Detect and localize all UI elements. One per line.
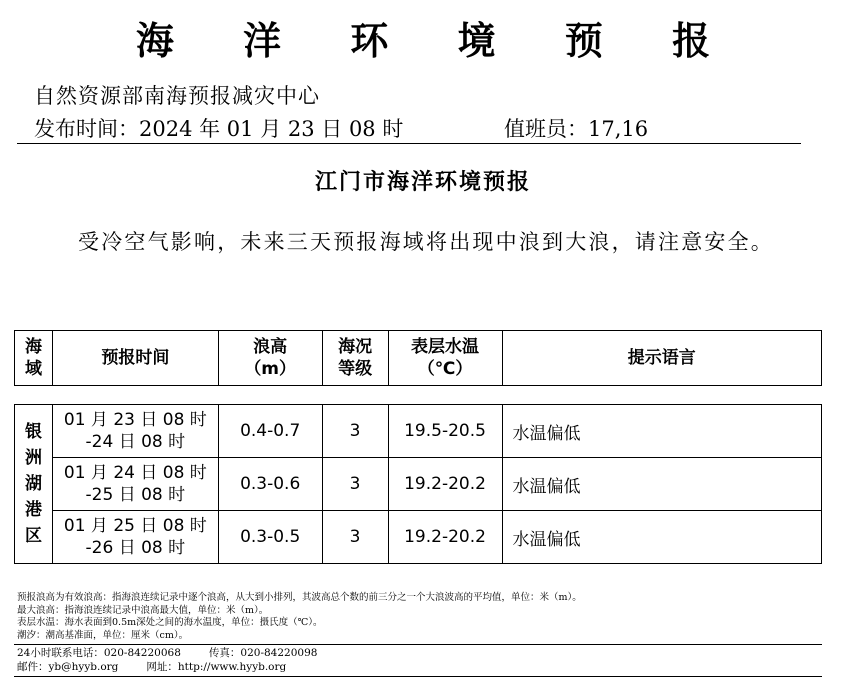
footer-divider-bottom — [14, 676, 822, 677]
sea-state-level: 3 — [322, 458, 388, 511]
tip-text: 水温偏低 — [502, 458, 822, 511]
header-divider — [17, 143, 801, 144]
footnote-temp: 表层水温：海水表面到0.5m深处之间的海水温度，单位：摄氏度（℃）。 — [17, 617, 323, 628]
header-temp: 表层水温（℃） — [388, 331, 502, 386]
fax: 传真：020-84220098 — [208, 647, 318, 659]
publish-time: 发布时间：2024 年 01 月 23 日 08 时 — [34, 117, 404, 141]
footnote-max-wave: 最大浪高：指海浪连续记录中浪高最大值，单位：米（m）。 — [17, 604, 269, 616]
header-wave: 浪高（m） — [218, 331, 322, 386]
tip-text: 水温偏低 — [502, 511, 822, 564]
surface-temp: 19.5-20.5 — [388, 405, 502, 458]
forecast-table — [14, 330, 822, 564]
header-area: 海域 — [15, 331, 53, 386]
forecast-time: 01 月 24 日 08 时 -25 日 08 时 — [52, 458, 218, 511]
footnotes — [17, 592, 582, 642]
document-title: 海 洋 环 境 预 报 — [135, 18, 739, 63]
table-row — [15, 405, 822, 458]
forecast-summary: 受冷空气影响，未来三天预报海域将出现中浪到大浪，请注意安全。 — [78, 230, 774, 254]
table-row — [15, 458, 822, 511]
footer-divider-top — [14, 644, 822, 645]
issuing-organization: 自然资源部南海预报减灾中心 — [34, 84, 320, 108]
forecast-time: 01 月 25 日 08 时 -26 日 08 时 — [52, 511, 218, 564]
header-time: 预报时间 — [52, 331, 218, 386]
tip-text: 水温偏低 — [502, 405, 822, 458]
wave-height: 0.3-0.5 — [218, 511, 322, 564]
wave-height: 0.3-0.6 — [218, 458, 322, 511]
publish-info — [34, 113, 649, 143]
contact-info — [17, 647, 317, 674]
surface-temp: 19.2-20.2 — [388, 511, 502, 564]
hotline: 24小时联系电话：020-84220068 — [17, 647, 181, 659]
email: 邮件：yb@hyyb.org — [17, 660, 119, 673]
sea-state-level: 3 — [322, 405, 388, 458]
header-tip: 提示语言 — [502, 331, 822, 386]
header-sea-state: 海况等级 — [322, 331, 388, 386]
forecast-subtitle: 江门市海洋环境预报 — [314, 169, 531, 195]
website: 网址：http://www.hyyb.org — [146, 660, 287, 673]
surface-temp: 19.2-20.2 — [388, 458, 502, 511]
forecast-time: 01 月 23 日 08 时 -24 日 08 时 — [52, 405, 218, 458]
duty-officers: 值班员：17,16 — [504, 117, 649, 141]
footnote-wave: 预报浪高为有效浪高：指海浪连续记录中逐个浪高，从大到小排列，其波高总个数的前三分之一个大浪波高的平均值，单位：米（m）。 — [17, 592, 582, 603]
table-row — [15, 511, 822, 564]
table-header-row — [15, 331, 822, 386]
footnote-tide: 潮汐：潮高基准面，单位：厘米（cm）。 — [17, 629, 189, 641]
wave-height: 0.4-0.7 — [218, 405, 322, 458]
table-gap-row — [15, 386, 822, 405]
area-name: 银洲湖港区 — [15, 405, 53, 564]
sea-state-level: 3 — [322, 511, 388, 564]
